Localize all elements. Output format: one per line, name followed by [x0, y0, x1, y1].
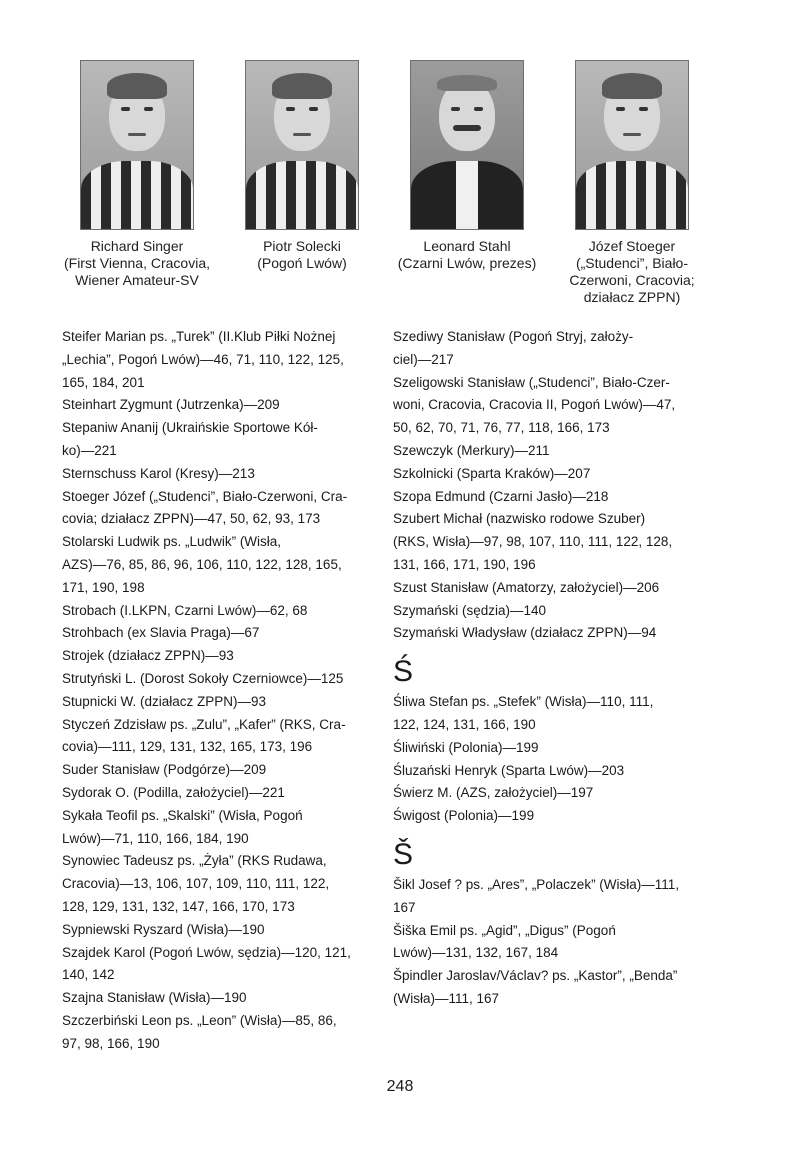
index-entry	[393, 326, 718, 372]
photo-caption	[557, 238, 707, 306]
index-entry-line: 140, 142	[62, 967, 115, 983]
index-entry-line: 50, 62, 70, 71, 76, 77, 118, 166, 173	[393, 420, 610, 436]
index-entry	[62, 531, 382, 599]
caption-line: (Pogoń Lwów)	[257, 255, 347, 271]
index-entry	[62, 417, 382, 463]
photo-row	[62, 60, 742, 305]
index-entry-line: Strutyński L. (Dorost Sokoły Czerniowce)—125	[62, 670, 344, 686]
caption-line: (First Vienna, Cracovia,	[63, 255, 210, 271]
index-entry-line: Śliwiński (Polonia)—199	[393, 739, 539, 755]
photo-card-solecki	[227, 60, 377, 272]
index-entry	[62, 919, 382, 942]
caption-line: Piotr Solecki	[263, 238, 341, 254]
index-entry	[62, 691, 382, 714]
index-entry-line: Synowiec Tadeusz ps. „Żyła” (RKS Rudawa,	[62, 853, 327, 869]
index-entry-line: Špindler Jaroslav/Václav? ps. „Kastor”, „Benda”	[393, 968, 678, 984]
index-entry	[393, 760, 718, 783]
caption-line: („Studenci”, Biało-	[575, 255, 689, 271]
section-letter-heading: Š	[393, 837, 414, 871]
index-entry-line: Śliwa Stefan ps. „Stefek” (Wisła)—110, 111,	[393, 694, 654, 710]
photo-card-singer	[62, 60, 212, 289]
index-entry-line: Świerz M. (AZS, założyciel)—197	[393, 785, 594, 801]
index-entry-line: Sternschuss Karol (Kresy)—213	[62, 465, 255, 481]
index-entry	[393, 920, 718, 966]
index-entry-line: Szeligowski Stanisław („Studenci”, Biało-Czer-	[393, 374, 670, 390]
index-entry	[393, 691, 718, 737]
index-entry	[62, 622, 382, 645]
index-entry-line: Styczeń Zdzisław ps. „Zulu”, „Kafer” (RKS, Cra-	[62, 716, 346, 732]
index-entry	[62, 759, 382, 782]
photo-caption	[227, 238, 377, 272]
index-entry	[393, 508, 718, 576]
index-entry	[62, 463, 382, 486]
index-column-right	[393, 326, 718, 1011]
index-entry-line: 171, 190, 198	[62, 579, 145, 595]
index-entry-line: 131, 166, 171, 190, 196	[393, 556, 536, 572]
portrait-photo-stoeger	[575, 60, 689, 230]
index-entry-line: Szubert Michał (nazwisko rodowe Szuber)	[393, 511, 646, 527]
photo-caption	[392, 238, 542, 272]
index-entry-line: „Lechia”, Pogoń Lwów)—46, 71, 110, 122, 125,	[62, 351, 344, 367]
index-entry	[393, 782, 718, 805]
index-entry-line: Šikl Josef ? ps. „Ares”, „Polaczek” (Wisła)—111,	[393, 876, 680, 892]
index-entry	[393, 737, 718, 760]
index-entry	[62, 394, 382, 417]
index-entry-line: Szczerbiński Leon ps. „Leon” (Wisła)—85, 86,	[62, 1012, 337, 1028]
index-entry-line: Lwów)—71, 110, 166, 184, 190	[62, 830, 249, 846]
index-entry-line: ciel)—217	[393, 351, 454, 367]
index-entry	[393, 440, 718, 463]
index-entry-line: Śluzański Henryk (Sparta Lwów)—203	[393, 762, 625, 778]
index-entry-line: Strojek (działacz ZPPN)—93	[62, 648, 234, 664]
caption-line: działacz ZPPN)	[583, 289, 681, 305]
index-entry-line: Szajdek Karol (Pogoń Lwów, sędzia)—120, 121,	[62, 944, 351, 960]
index-entry	[62, 645, 382, 668]
index-entry-line: covia; działacz ZPPN)—47, 50, 62, 93, 173	[62, 511, 321, 527]
index-entry	[62, 1010, 382, 1056]
index-entry	[62, 326, 382, 394]
index-entry-line: Stepaniw Ananij (Ukraińskie Sportowe Kół-	[62, 420, 318, 436]
index-entry-line: AZS)—76, 85, 86, 96, 106, 110, 122, 128, 165,	[62, 556, 342, 572]
portrait-photo-singer	[80, 60, 194, 230]
index-entry-line: Szajna Stanisław (Wisła)—190	[62, 990, 247, 1006]
index-entry-line: 128, 129, 131, 132, 147, 166, 170, 173	[62, 898, 295, 914]
index-entry-line: Lwów)—131, 132, 167, 184	[393, 945, 559, 961]
photo-caption	[62, 238, 212, 289]
index-entry-line: 122, 124, 131, 166, 190	[393, 716, 536, 732]
index-entry-line: (RKS, Wisła)—97, 98, 107, 110, 111, 122, 128,	[393, 534, 673, 550]
page-number: 248	[386, 1078, 414, 1095]
index-entry-line: Sypniewski Ryszard (Wisła)—190	[62, 921, 265, 937]
index-entry	[393, 486, 718, 509]
caption-line: Czerwoni, Cracovia;	[569, 272, 695, 288]
index-entry-line: Steifer Marian ps. „Turek” (II.Klub Piłki Nożnej	[62, 329, 336, 344]
index-entry-line: woni, Cracovia, Cracovia II, Pogoń Lwów)—47,	[393, 397, 676, 413]
photo-card-stoeger	[557, 60, 707, 306]
index-entry-line: Szymański (sędzia)—140	[393, 602, 547, 618]
index-entry	[62, 805, 382, 851]
index-entry-line: Strobach (I.LKPN, Czarni Lwów)—62, 68	[62, 602, 308, 618]
caption-line: Richard Singer	[90, 238, 184, 254]
index-entry-line: Szopa Edmund (Czarni Jasło)—218	[393, 488, 609, 504]
index-entry	[393, 577, 718, 600]
index-entry-line: Świgost (Polonia)—199	[393, 808, 535, 824]
index-entry-line: Szewczyk (Merkury)—211	[393, 442, 550, 458]
index-entry-line: Suder Stanisław (Podgórze)—209	[62, 762, 267, 778]
index-entry-line: Sydorak O. (Podilla, założyciel)—221	[62, 784, 285, 800]
index-entry-line: Stupnicki W. (działacz ZPPN)—93	[62, 693, 267, 709]
caption-line: Wiener Amateur-SV	[75, 272, 199, 288]
index-entry-line: Sykała Teofil ps. „Skalski” (Wisła, Pogoń	[62, 807, 303, 823]
index-entry	[62, 850, 382, 918]
index-entry-line: 167	[393, 899, 416, 915]
index-entry	[393, 874, 718, 920]
index-entry-line: Šiška Emil ps. „Agid”, „Digus” (Pogoń	[393, 922, 616, 938]
caption-line: Leonard Stahl	[423, 238, 511, 254]
index-entry-line: Szediwy Stanisław (Pogoń Stryj, założy-	[393, 329, 634, 344]
index-entry-line: Szkolnicki (Sparta Kraków)—207	[393, 465, 591, 481]
index-entry-line: (Wisła)—111, 167	[393, 990, 500, 1006]
index-entry-line: Cracovia)—13, 106, 107, 109, 110, 111, 122,	[62, 876, 330, 892]
photo-card-stahl	[392, 60, 542, 272]
portrait-photo-stahl	[410, 60, 524, 230]
index-entry	[393, 463, 718, 486]
index-entry-line: 97, 98, 166, 190	[62, 1035, 160, 1051]
index-entry	[62, 600, 382, 623]
index-entry	[62, 942, 382, 988]
caption-line: Józef Stoeger	[588, 238, 676, 254]
index-entry	[62, 668, 382, 691]
index-entry-line: Szymański Władysław (działacz ZPPN)—94	[393, 625, 657, 641]
index-entry	[62, 782, 382, 805]
index-column-left	[62, 326, 382, 1056]
index-entry	[393, 965, 718, 1011]
index-entry-line: Steinhart Zygmunt (Jutrzenka)—209	[62, 397, 280, 413]
index-entry	[62, 987, 382, 1010]
index-entry-line: 165, 184, 201	[62, 374, 145, 390]
index-entry-line: Szust Stanisław (Amatorzy, założyciel)—206	[393, 579, 660, 595]
index-entry-line: ko)—221	[62, 442, 117, 458]
index-entry-line: covia)—111, 129, 131, 132, 165, 173, 196	[62, 739, 313, 755]
index-entry-line: Stolarski Ludwik ps. „Ludwik” (Wisła,	[62, 534, 282, 550]
section-letter-heading: Ś	[393, 655, 414, 689]
index-entry	[393, 805, 718, 828]
index-entry	[393, 622, 718, 645]
caption-line: (Czarni Lwów, prezes)	[397, 255, 537, 271]
index-entry	[393, 600, 718, 623]
index-entry	[62, 714, 382, 760]
portrait-photo-solecki	[245, 60, 359, 230]
index-entry	[393, 372, 718, 440]
index-entry	[62, 486, 382, 532]
index-entry-line: Strohbach (ex Slavia Praga)—67	[62, 625, 260, 641]
index-entry-line: Stoeger Józef („Studenci”, Biało-Czerwoni, Cra-	[62, 488, 348, 504]
